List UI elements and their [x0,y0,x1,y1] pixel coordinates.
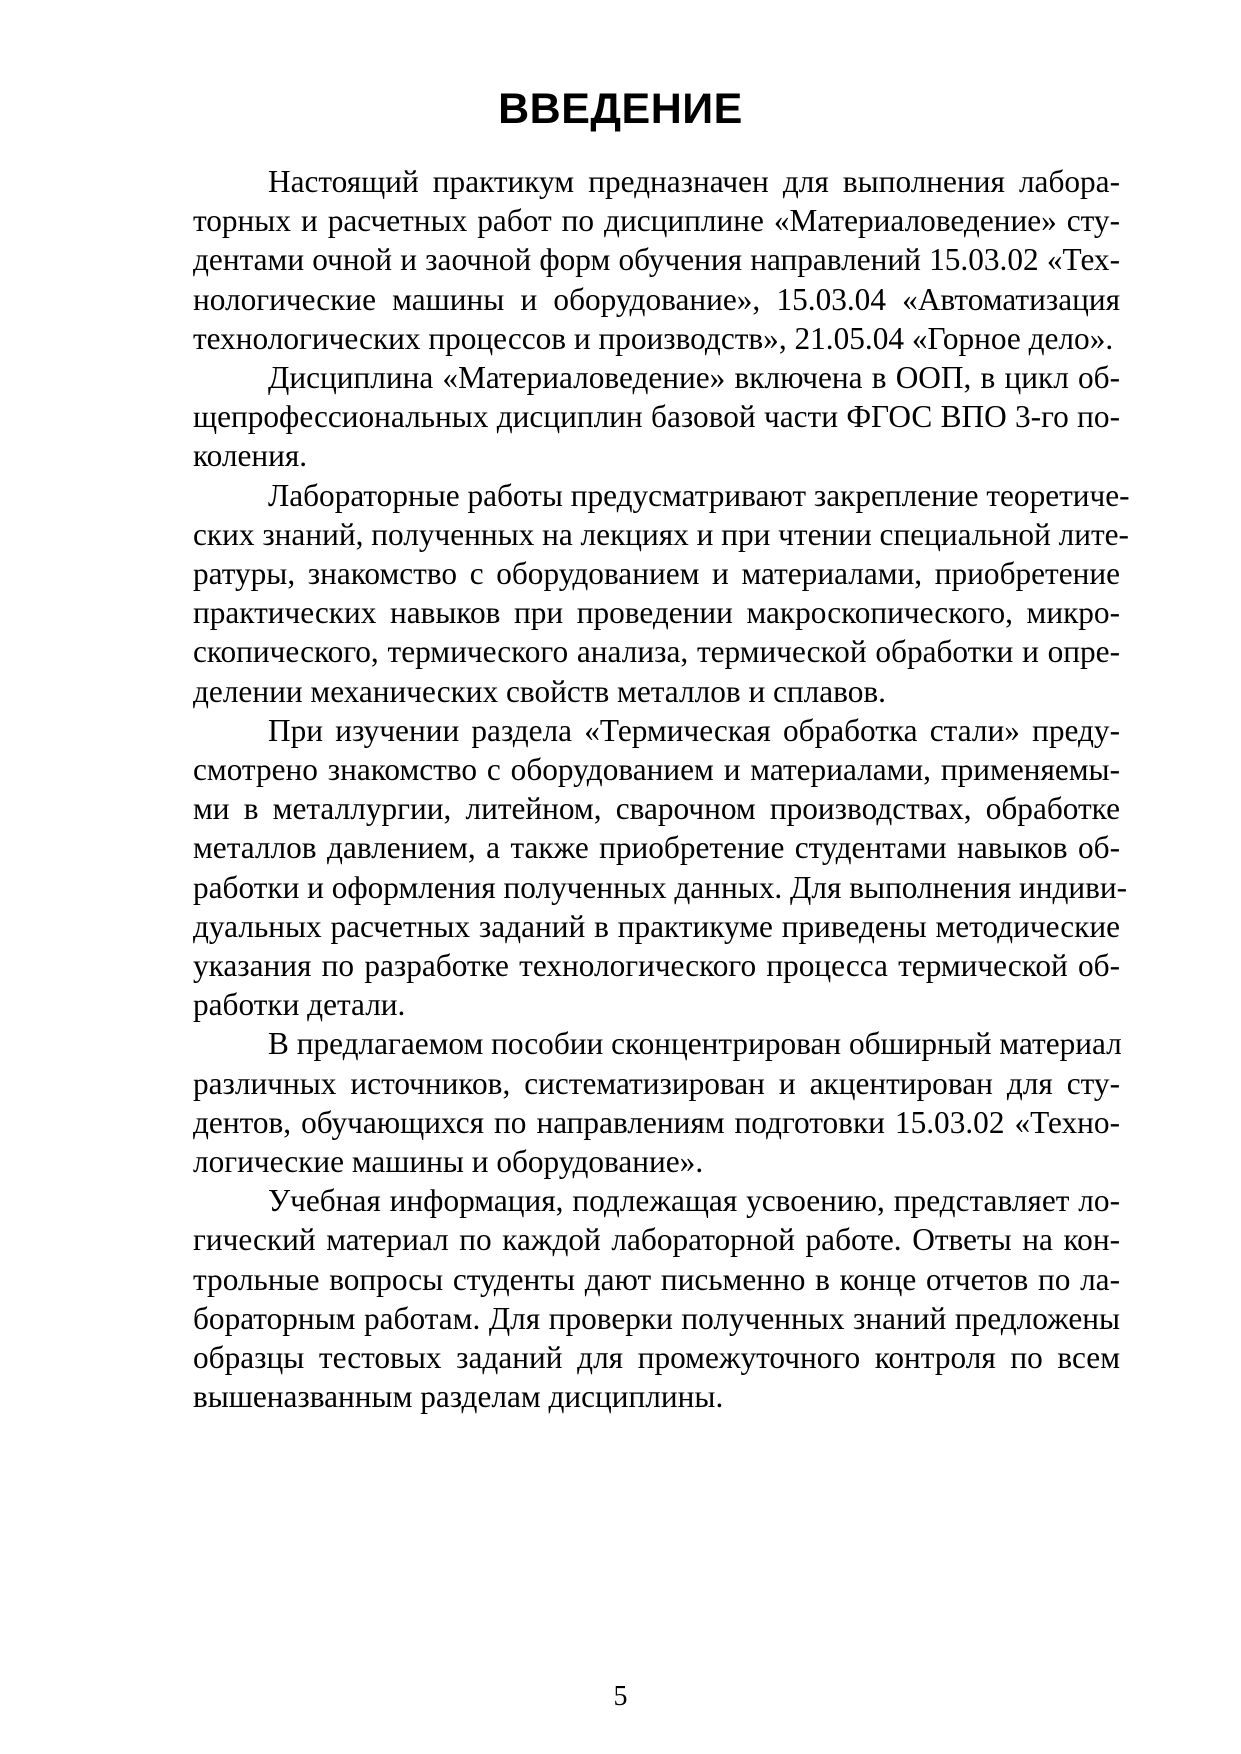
text-line: различных источников, систематизирован и акцентирован для сту- [193,1065,1120,1101]
paragraph-2 [118,358,1120,476]
text-line: торных и расчетных работ по дисциплине «Материаловедение» сту- [193,203,1120,239]
text-line: бораторным работам. Для проверки полученных знаний предложены [193,1300,1120,1336]
text-line: ских знаний, полученных на лекциях и при чтении специальной лите- [193,516,1129,552]
text-line: вышеназванным разделам дисциплины. [193,1379,724,1415]
paragraph-5 [118,1024,1120,1181]
paragraph-4 [118,711,1128,1025]
text-line: дентов, обучающихся по направлениям подготовки 15.03.02 «Техно- [193,1104,1120,1140]
text-line: ратуры, знакомство с оборудованием и материалами, приобретение [193,556,1120,592]
text-line: щепрофессиональных дисциплин базовой части ФГОС ВПО 3-го по- [193,399,1120,435]
text-line: технологических процессов и производств», 21.05.04 «Горное дело». [193,320,1114,356]
paragraph-3 [118,476,1130,711]
text-line: Лабораторные работы предусматривают закрепление теоретиче- [268,477,1130,513]
text-line: делении механических свойств металлов и сплавов. [193,673,886,709]
text-line: дентами очной и заочной форм обучения направлений 15.03.02 «Тех- [193,242,1120,278]
text-line: гический материал по каждой лабораторной работе. Ответы на кон- [193,1222,1120,1258]
text-line: работки и оформления полученных данных. Для выполнения индиви- [193,869,1128,905]
text-line: нологические машины и оборудование», 15.03.04 «Автоматизация [193,281,1120,317]
text-line: ми в металлургии, литейном, сварочном производствах, обработке [193,791,1120,827]
text-line: коления. [193,438,308,474]
text-line: Настоящий практикум предназначен для выполнения лабора- [268,164,1120,199]
text-line: практических навыков при проведении макроскопического, микро- [193,595,1120,631]
text-line: дуальных расчетных заданий в практикуме приведены методические [193,908,1120,944]
text-line: Учебная информация, подлежащая усвоению, представляет ло- [268,1183,1120,1219]
text-line: трольные вопросы студенты дают письменно в конце отчетов по ла- [193,1261,1120,1297]
paragraph-1 [118,162,1120,358]
text-line: скопического, термического анализа, термической обработки и опре- [193,634,1120,670]
text-line: указания по разработке технологического процесса термической об- [193,948,1120,984]
page-number: 5 [613,1681,628,1712]
text-line: смотрено знакомство с оборудованием и материалами, применяемы- [193,752,1120,788]
text-line: работки детали. [193,987,406,1023]
paragraph-6 [118,1181,1120,1416]
text-line: При изучении раздела «Термическая обработка стали» преду- [268,712,1120,748]
text-line: логические машины и оборудование». [193,1144,704,1180]
text-line: образцы тестовых заданий для промежуточного контроля по всем [193,1340,1120,1376]
body-text [118,162,1130,1417]
text-line: Дисциплина «Материаловедение» включена в ООП, в цикл об- [268,360,1120,396]
text-line: металлов давлением, а также приобретение студентами навыков об- [193,830,1120,866]
text-line: В предлагаемом пособии сконцентрирован обширный материал [268,1026,1122,1062]
page-title: ВВЕДЕНИЕ [498,85,743,133]
